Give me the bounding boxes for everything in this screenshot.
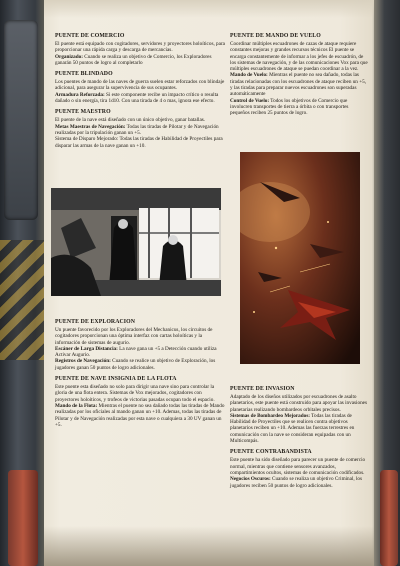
right-column-top [230,33,368,122]
section-title: PUENTE DE EXPLORACION [55,319,136,325]
frame-top-shade [44,0,374,18]
section-title: PUENTE DE NAVE INSIGNIA DE LA FLOTA [55,376,177,383]
section-contrabandista: PUENTE CONTRABANDISTA Este puente ha sido diseñado para parecer un puente de comercio normal, mientras que contiene sensores avanzados, compartimientos ocultos, sistemas de comunicación codificados. Negocios Oscuros: Cuando se realiza un objetivo Criminal, los jugadores reciben 50 puntos de logro adicionales. [230,449,368,488]
section-title: PUENTE DE INVASION [230,386,295,392]
section-vuelo: PUENTE DE MANDO DE VUELO Coordinar múltiples escuadrones de cazas de ataque requiere constantes mejoras y grandes recursos técnicos El puente se encarga constantemente de informar a los jefes de escuadrón, de los sistemas de navegación, y de las comunicaciones Vox para que múltiples escuadrones de ataque se puedan coordinar a la vez. Mando de Vuelo: Mientras el puente no sea dañado, todas las tiradas relacionadas con los escuadrones de ataque reciben un +5, y las tiradas para preparar nuevos escuadrones son superadas automáticamente Control de Vuelo: Todos los objetivos de Comercio que involucren transportes de tierra a órbita o con transportes pequeños reciben 25 puntos de logro. [230,33,368,117]
section-maestro: PUENTE MAESTRO El puente de la nave está diseñado con un único objetivo, ganar batallas. Metas Maestras de Navegación: Todas las tiradas de Pilotar y de Navegación realizadas por la tripulación ganan un +5. Sistema de Disparo Mejorado: Todas las tiradas de Habilidad de Proyectiles para disparar las armas de la nave ganan un +10. [55,109,225,148]
section-title: PUENTE DE COMERCIO [55,33,125,39]
throne-bridge-illustration [51,188,221,296]
section-exploracion: PUENTE DE EXPLORACION Un puente favorecido por los Exploradores del Mechanicus, los circuitos de cogitadores proporcionan una óptima interfaz con cartas holoíticas y la información de sistemas de augurio. Escáner de Larga Distancia: La nave gana un +5 a Detección cuando utiliza Activar Augurio. Registros de Navegación: Cuando se realice un objetivo de Exploración, los jugadores ganan 50 puntos de logro adicionales. [55,319,225,371]
left-column-top [55,33,225,154]
section-insignia: PUENTE DE NAVE INSIGNIA DE LA FLOTA Este puente esta diseñado no solo para dirigir una nave sino para controlar la gloria de una flota entera. Sistemas de Vox mejorados, cogitadores con proyectores holoíticos, y trofeos de victorias pasadas ocupan todo el espacio. Mando de la Flota: Mientras el puente no sea dañado todas las tiradas de Mando realizadas por los oficiales al mando ganan un +10. Ademas, todas las tiradas de Pilotar y de Navegación realizadas por esta nave o cualquiera a 30 UV ganan un +5. [55,376,225,428]
section-title: PUENTE CONTRABANDISTA [230,449,312,456]
frame-bottom-shade [44,526,374,566]
section-invasion: PUENTE DE INVASION Adaptado de los diseños utilizados por escuadrones de asalto planetarios, este puente está construido para apoyar las invasiones planetarias realizando bombardeos orbitales precisos. Sistemas de Bombardeo Mejorados: Todas las tiradas de Habilidad de Proyectiles que se realicen contra objetivos planetarios reciben un +10. Ademas las fuerzas terrestres en comunicación con la nave se consideran equipadas con un Multicompás. [230,386,367,445]
metal-frame-right [374,0,400,566]
section-title: PUENTE DE MANDO DE VUELO [230,33,321,39]
hazard-stripes [0,240,44,360]
section-blindado: PUENTE BLINDADO Los puentes de mando de las naves de guerra suelen estar reforzados con blindaje adicional, para asegurar la supervivencia de sus ocupantes. Armadura Reforzada: Si este componente recibe un impacto crítico o resulta dañado o sin energía, tira 1d10. Con una tirada de 4 o mas, ignora ese efecto. [55,71,225,105]
section-title: PUENTE MAESTRO [55,109,111,116]
section-title: PUENTE BLINDADO [55,71,113,78]
frame-pipe-right [380,470,398,566]
section-comercio: PUENTE DE COMERCIO El puente está equipado con cogitadores, servidores y proyectores holoíticos, para proporcionar una rápida carga y descarga de mercancías. Organizado: Cuando se realiza un objetivo de Comercio, los Exploradores ganarán 50 puntos de logro al completarlo [55,33,225,66]
frame-panel [4,20,38,220]
metal-frame-left [0,0,44,566]
space-battle-illustration [240,152,360,364]
frame-pipe-left [8,470,38,566]
left-column-bottom [55,319,225,433]
right-column-bottom [230,386,368,494]
